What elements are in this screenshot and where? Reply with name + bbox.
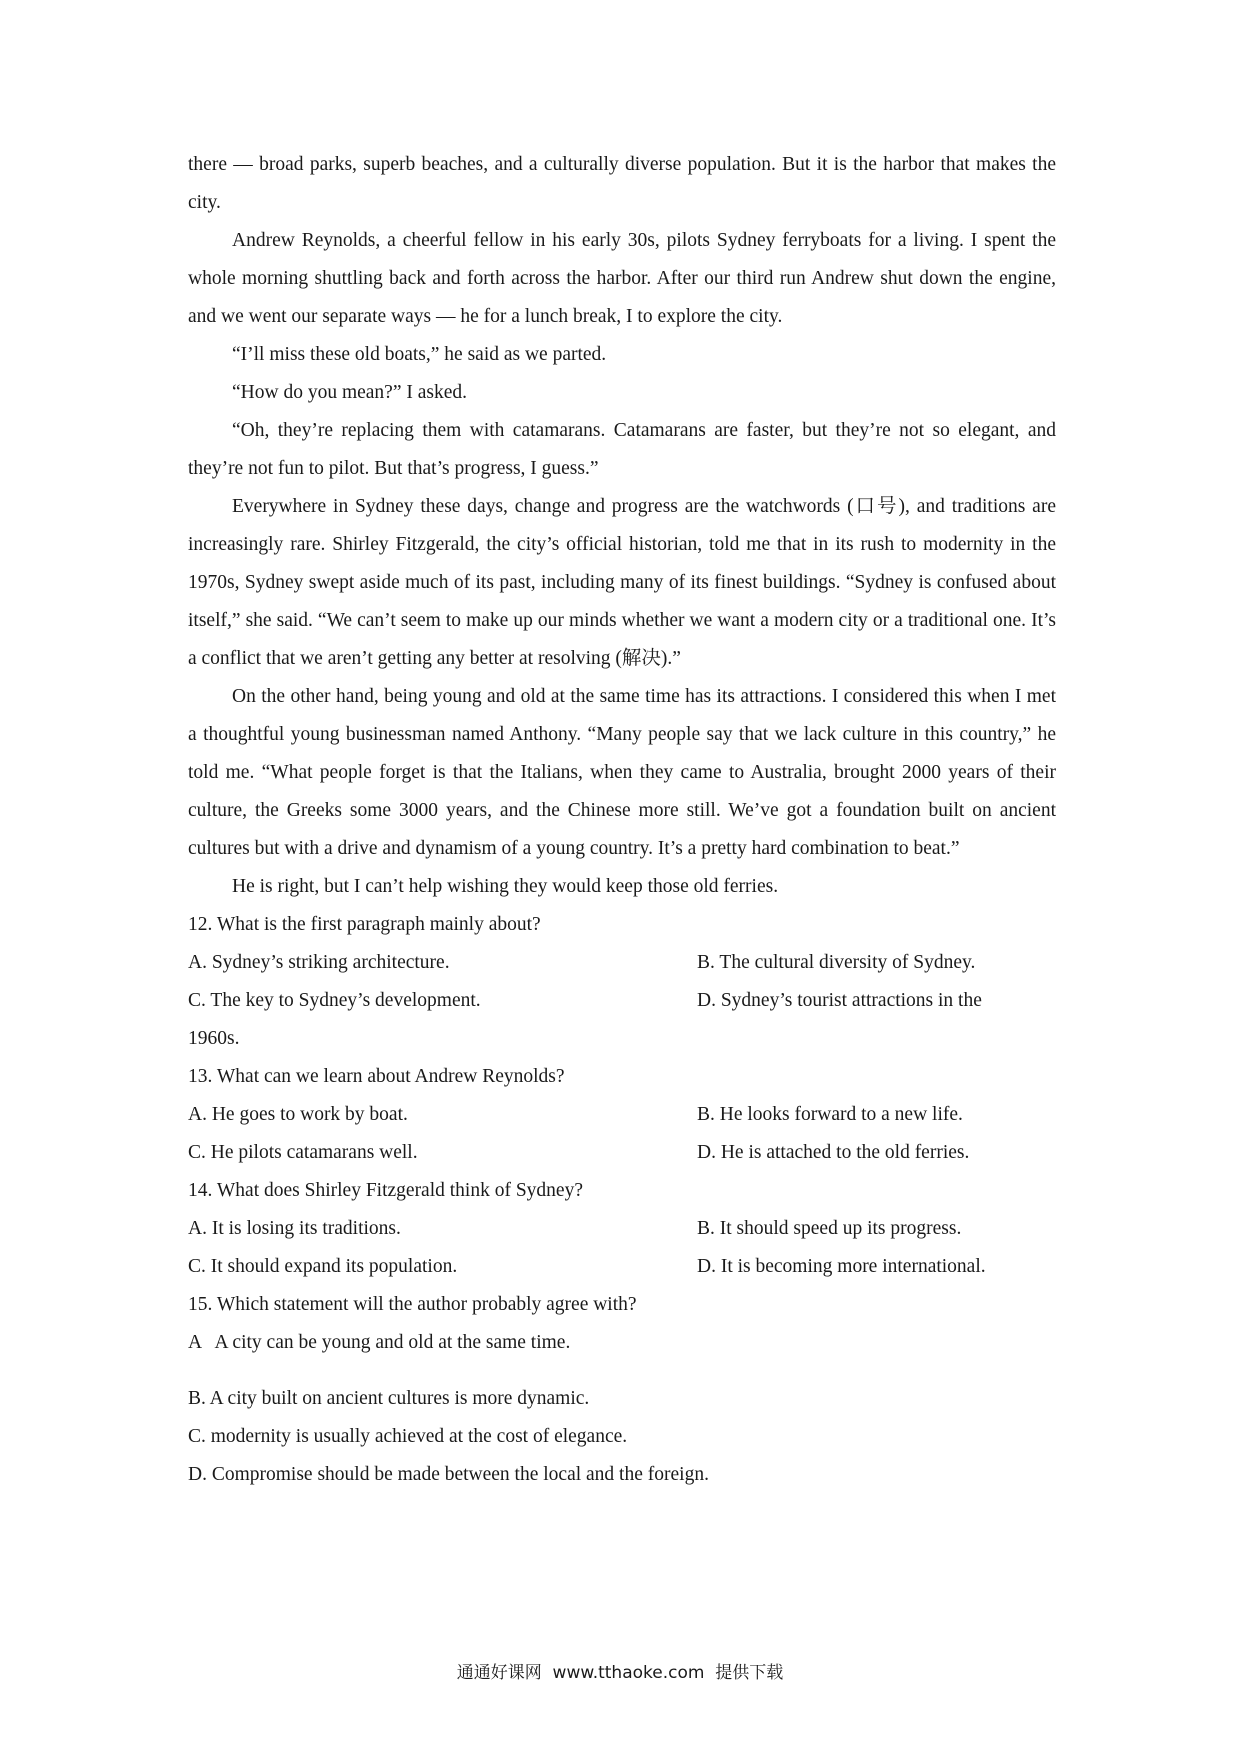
question-14-stem: 14. What does Shirley Fitzgerald think of Sydney? [188, 1180, 583, 1201]
question-13-options-row-2 [188, 1134, 1056, 1172]
question-12-option-a: A. Sydney’s striking architecture. [188, 952, 450, 973]
question-15-option-c: C. modernity is usually achieved at the cost of elegance. [188, 1426, 628, 1447]
question-12-option-d: D. Sydney’s tourist attractions in the [697, 990, 982, 1011]
passage-paragraph-7: On the other hand, being young and old at the same time has its attractions. I considered this when I met a thoughtful young businessman named Anthony. “Many people say that we lack culture in this country,” he told me. “What people forget is that the Italians, when they came to Australia, brought 2000 years of their culture, the Greeks some 3000 years, and the Chinese more still. We’ve got a foundation built on ancient cultures but with a drive and dynamism of a young country. It’s a pretty hard combination to beat.” [188, 686, 1056, 859]
question-list [188, 906, 1056, 1494]
question-13-option-a: A. He goes to work by boat. [188, 1104, 408, 1125]
question-14-option-d: D. It is becoming more international. [697, 1256, 986, 1277]
passage-paragraph-4: “How do you mean?” I asked. [232, 382, 467, 403]
question-14-options-row-1 [188, 1210, 1056, 1248]
question-15-option-d: D. Compromise should be made between the local and the foreign. [188, 1464, 709, 1485]
question-12-option-d-continued: 1960s. [188, 1028, 240, 1049]
question-12-options-row-1 [188, 944, 1056, 982]
question-15-option-b: B. A city built on ancient cultures is more dynamic. [188, 1388, 590, 1409]
passage-paragraph-3: “I’ll miss these old boats,” he said as we parted. [232, 344, 607, 365]
question-13-stem: 13. What can we learn about Andrew Reynolds? [188, 1066, 565, 1087]
question-13-option-b: B. He looks forward to a new life. [697, 1104, 963, 1125]
page-footer: 通通好课网 www.tthaoke.com 提供下载 [456, 1663, 784, 1683]
question-14-options-row-2 [188, 1248, 1056, 1286]
question-12-option-b: B. The cultural diversity of Sydney. [697, 952, 976, 973]
passage-paragraph-1: there — broad parks, superb beaches, and a culturally diverse population. But it is the harbor that makes the city. [188, 154, 1056, 213]
question-12-option-c: C. The key to Sydney’s development. [188, 990, 481, 1011]
question-14-option-c: C. It should expand its population. [188, 1256, 458, 1277]
question-12-options-row-2 [188, 982, 1056, 1020]
passage-paragraph-8: He is right, but I can’t help wishing they would keep those old ferries. [232, 876, 779, 897]
question-12-stem: 12. What is the first paragraph mainly about? [188, 914, 541, 935]
question-14-option-b: B. It should speed up its progress. [697, 1218, 962, 1239]
passage-paragraph-5: “Oh, they’re replacing them with catamarans. Catamarans are faster, but they’re not so elegant, and they’re not fun to pilot. But that’s progress, I guess.” [188, 420, 1056, 479]
question-15-option-a: A A city can be young and old at the same time. [188, 1332, 571, 1353]
question-13-options-row-1 [188, 1096, 1056, 1134]
reading-passage [188, 146, 1056, 1494]
question-14-option-a: A. It is losing its traditions. [188, 1218, 401, 1239]
question-13-option-c: C. He pilots catamarans well. [188, 1142, 418, 1163]
question-13-option-d: D. He is attached to the old ferries. [697, 1142, 970, 1163]
question-15-stem: 15. Which statement will the author probably agree with? [188, 1294, 637, 1315]
passage-paragraph-2: Andrew Reynolds, a cheerful fellow in his early 30s, pilots Sydney ferryboats for a living. I spent the whole morning shuttling back and forth across the harbor. After our third run Andrew shut down the engine, and we went our separate ways — he for a lunch break, I to explore the city. [188, 230, 1056, 327]
passage-paragraph-6: Everywhere in Sydney these days, change and progress are the watchwords (口号), and traditions are increasingly rare. Shirley Fitzgerald, the city’s official historian, told me that in its rush to modernity in the 1970s, Sydney swept aside much of its past, including many of its finest buildings. “Sydney is confused about itself,” she said. “We can’t seem to make up our minds whether we want a modern city or a traditional one. It’s a conflict that we aren’t getting any better at resolving (解决).” [188, 496, 1056, 669]
